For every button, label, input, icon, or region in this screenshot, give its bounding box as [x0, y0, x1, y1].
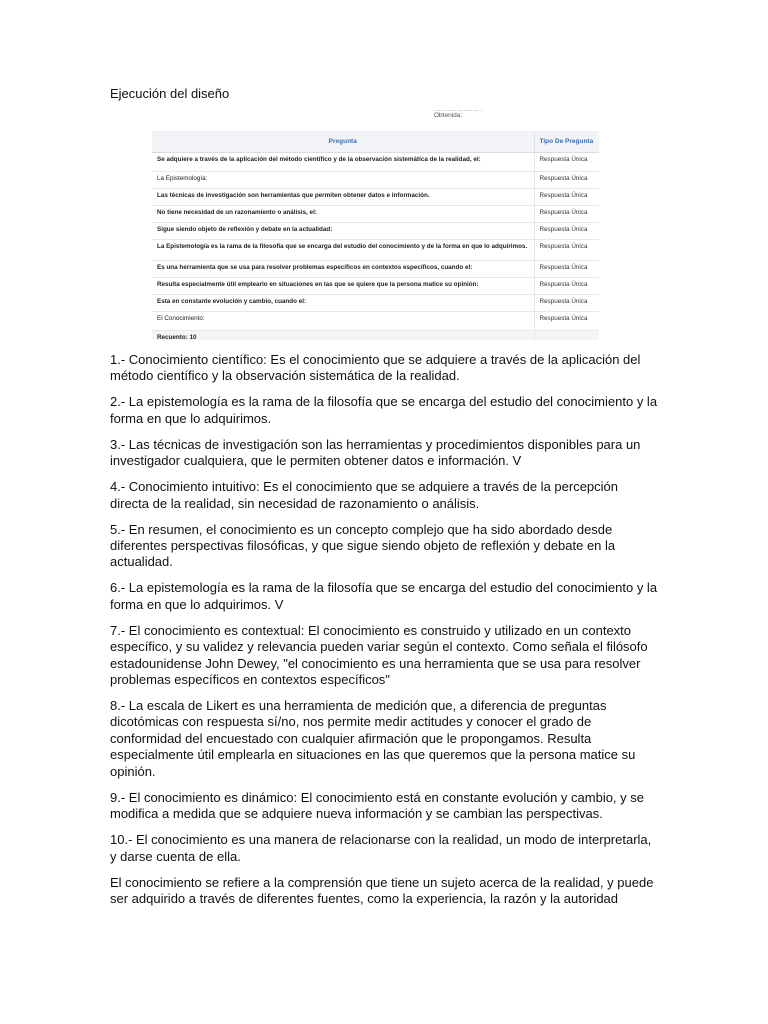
- paragraph: 7.- El conocimiento es contextual: El conocimiento es construido y utilizado en un contexto específico, y su validez y relevancia pueden variar según el contexto. Como señala el filósofo estadounidense John Dewey, "el conocimiento es una herramienta que se usa para resolver problemas específicos en contextos específicos": [110, 622, 648, 688]
- table-row: [152, 206, 599, 223]
- paragraph: 9.- El conocimiento es dinámico: El conocimiento está en constante evolución y cambio, y se modifica a medida que se adquiere nueva información y se cambian las perspectivas.: [110, 789, 644, 822]
- paragraph: 4.- Conocimiento intuitivo: Es el conocimiento que se adquiere a través de la percepción directa de la realidad, sin necesidad de razonamiento o análisis.: [110, 479, 619, 511]
- question-cell: Sigue siendo objeto de reflexión y debate en la actualidad:: [152, 223, 534, 240]
- question-type-cell: Respuesta Única: [534, 223, 599, 240]
- question-cell: La Epistemología es la rama de la filosofía que se encarga del estudio del conocimiento y de la forma en que lo adquirimos.: [152, 240, 534, 261]
- table-row: [152, 172, 599, 189]
- question-type-cell: Respuesta Única: [534, 172, 599, 189]
- paragraph: 8.- La escala de Likert es una herramienta de medición que, a diferencia de preguntas dicotómicas con respuesta sí/no, nos permite medir actitudes y conocer el grado de conformidad del encuestado con cualquier afirmación que le propongamos. Resulta especialmente útil emplearla en situaciones en las que queremos que la persona matice su opinión.: [110, 698, 636, 779]
- question-cell: La Epistemología:: [152, 172, 534, 189]
- table-row: [152, 223, 599, 240]
- question-type-cell: Respuesta Única: [534, 206, 599, 223]
- section-heading: Ejecución del diseño: [110, 86, 230, 101]
- table-row: [152, 278, 599, 295]
- question-cell: Esta en constante evolución y cambio, cuando el:: [152, 295, 534, 312]
- column-header-pregunta: Pregunta: [152, 131, 534, 153]
- table-row: [152, 295, 599, 312]
- question-type-cell: Respuesta Única: [534, 189, 599, 206]
- column-header-tipo: Tipo De Pregunta: [534, 131, 599, 153]
- count-empty-cell: [534, 331, 599, 341]
- paragraph: 5.- En resumen, el conocimiento es un concepto complejo que ha sido abordado desde diferentes perspectivas filosóficas, y que sigue siendo objeto de reflexión y debate en la actualidad.: [110, 521, 616, 570]
- question-cell: Resulta especialmente útil emplearlo en situaciones en las que se quiere que la persona matice su opinión:: [152, 278, 534, 295]
- table-row: [152, 153, 599, 172]
- table-row: [152, 189, 599, 206]
- paragraph: El conocimiento se refiere a la comprensión que tiene un sujeto acerca de la realidad, y puede ser adquirido a través de diferentes fuentes, como la experiencia, la razón y la autoridad: [110, 874, 654, 906]
- question-cell: Es una herramienta que se usa para resolver problemas específicos en contextos específicos, cuando el:: [152, 261, 534, 278]
- question-cell: No tiene necesidad de un razonamiento o análisis, el:: [152, 206, 534, 223]
- table-count-row: [152, 331, 599, 341]
- question-cell: Las técnicas de investigación son herramientas que permiten obtener datos e información.: [152, 189, 534, 206]
- question-type-cell: Respuesta Única: [534, 240, 599, 261]
- question-type-cell: Respuesta Única: [534, 261, 599, 278]
- table-header-row: [152, 131, 599, 153]
- table-row: [152, 312, 599, 331]
- answers-text: [110, 352, 660, 917]
- question-type-cell: Respuesta Única: [534, 295, 599, 312]
- embedded-survey-screenshot: [152, 107, 599, 340]
- question-cell: Se adquiere a través de la aplicación del método científico y de la observación sistemática de la realidad, el:: [152, 153, 534, 172]
- table-row: [152, 240, 599, 261]
- embedded-meta-label: Obtenida:: [434, 112, 463, 119]
- count-cell: Recuento: 10: [152, 331, 534, 341]
- embedded-meta-cut-line: ·········· ·········· ·: [434, 107, 484, 112]
- question-type-cell: Respuesta Única: [534, 278, 599, 295]
- paragraph: 10.- El conocimiento es una manera de relacionarse con la realidad, un modo de interpretarla, y darse cuenta de ella.: [110, 832, 652, 864]
- paragraph: 1.- Conocimiento científico: Es el conocimiento que se adquiere a través de la aplicación del método científico y la observación sistemática de la realidad.: [110, 352, 641, 384]
- paragraph: 3.- Las técnicas de investigación son las herramientas y procedimientos disponibles para un investigador cualquiera, que le permiten obtener datos e información. V: [110, 436, 641, 469]
- question-cell: El Conocimiento:: [152, 312, 534, 331]
- question-type-cell: Respuesta Única: [534, 312, 599, 331]
- question-type-cell: Respuesta Única: [534, 153, 599, 172]
- paragraph: 6.- La epistemología es la rama de la filosofía que se encarga del estudio del conocimiento y la forma en que lo adquirimos. V: [110, 580, 658, 612]
- paragraph: 2.- La epistemología es la rama de la filosofía que se encarga del estudio del conocimiento y la forma en que lo adquirimos.: [110, 394, 658, 426]
- table-row: [152, 261, 599, 278]
- questions-table: [152, 131, 599, 340]
- embedded-meta-text: [434, 107, 483, 120]
